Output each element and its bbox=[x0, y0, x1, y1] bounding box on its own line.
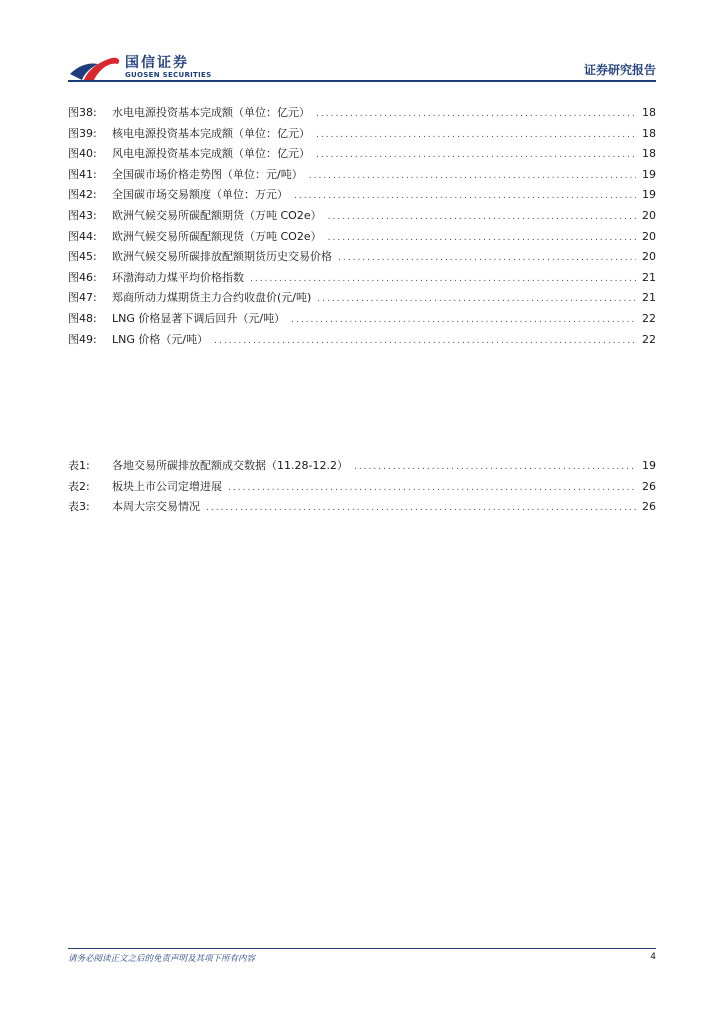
toc-entry-label: 图45: bbox=[68, 250, 97, 264]
toc-entry-page: 19 bbox=[642, 459, 656, 472]
toc-entry-label: 图39: bbox=[68, 126, 97, 140]
toc-entry[interactable] bbox=[68, 166, 656, 187]
figure-list bbox=[68, 104, 656, 351]
toc-dot-leader bbox=[291, 315, 636, 325]
toc-entry-label: 表2: bbox=[68, 479, 90, 493]
page-header bbox=[0, 0, 724, 90]
toc-entry-page: 26 bbox=[642, 479, 656, 493]
toc-dot-leader bbox=[316, 150, 636, 160]
toc-entry[interactable] bbox=[68, 104, 656, 125]
toc-entry-page: 20 bbox=[642, 229, 656, 243]
toc-entry-label: 图43: bbox=[68, 208, 97, 222]
toc-entry-page: 19 bbox=[642, 167, 656, 181]
toc-dot-leader bbox=[338, 253, 636, 263]
header-divider bbox=[68, 80, 656, 82]
toc-entry-title: 欧洲气候交易所碳配额现货（万吨 CO2e） bbox=[112, 229, 322, 243]
toc-entry[interactable] bbox=[68, 125, 656, 146]
toc-entry-page: 18 bbox=[642, 106, 656, 119]
page-number: 4 bbox=[650, 952, 656, 962]
logo-cn-text: 国信证券 bbox=[125, 55, 189, 71]
toc-entry-label: 图46: bbox=[68, 270, 97, 284]
toc-entry-title: 环渤海动力煤平均价格指数 bbox=[112, 270, 244, 284]
footer-divider bbox=[68, 948, 656, 949]
toc-entry-title: 郑商所动力煤期货主力合约收盘价(元/吨) bbox=[112, 291, 312, 305]
toc-entry-title: LNG 价格显著下调后回升（元/吨） bbox=[112, 311, 286, 325]
toc-entry-page: 19 bbox=[642, 188, 656, 202]
toc-dot-leader bbox=[328, 233, 636, 243]
toc-entry-title: 欧洲气候交易所碳排放配额期货历史交易价格 bbox=[112, 250, 332, 264]
toc-entry-page: 22 bbox=[642, 311, 656, 325]
toc-entry[interactable] bbox=[68, 207, 656, 228]
toc-entry-title: 全国碳市场价格走势图（单位：元/吨） bbox=[112, 167, 303, 181]
toc-dot-leader bbox=[214, 336, 636, 346]
toc-entry-label: 图38: bbox=[68, 106, 97, 119]
toc-dot-leader bbox=[317, 294, 636, 304]
toc-entry-page: 18 bbox=[642, 126, 656, 140]
toc-entry-title: 水电电源投资基本完成额（单位：亿元） bbox=[112, 106, 310, 119]
toc-entry[interactable] bbox=[68, 478, 656, 499]
toc-entry-page: 26 bbox=[642, 500, 656, 514]
report-type-label: 证券研究报告 bbox=[583, 63, 656, 77]
toc-entry-title: 全国碳市场交易额度（单位：万元） bbox=[112, 188, 288, 202]
toc-entry-label: 图48: bbox=[68, 311, 97, 325]
toc-entry[interactable] bbox=[68, 498, 656, 519]
toc-entry[interactable] bbox=[68, 248, 656, 269]
toc-dot-leader bbox=[206, 503, 636, 513]
toc-entry-title: 板块上市公司定增进展 bbox=[112, 479, 222, 493]
toc-entry[interactable] bbox=[68, 186, 656, 207]
toc-entry-label: 图40: bbox=[68, 147, 97, 161]
toc-entry-page: 18 bbox=[642, 147, 656, 161]
toc-dot-leader bbox=[316, 109, 636, 119]
toc-entry-label: 图47: bbox=[68, 291, 97, 305]
toc-dot-leader bbox=[354, 462, 636, 472]
toc-entry-title: 核电电源投资基本完成额（单位：亿元） bbox=[112, 126, 310, 140]
toc-entry[interactable] bbox=[68, 289, 656, 310]
toc-entry[interactable] bbox=[68, 269, 656, 290]
toc-entry-title: 欧洲气候交易所碳配额期货（万吨 CO2e） bbox=[112, 208, 322, 222]
toc-entry-label: 图49: bbox=[68, 332, 97, 346]
toc-dot-leader bbox=[309, 171, 636, 181]
toc-entry-label: 图41: bbox=[68, 167, 97, 181]
toc-entry-label: 图42: bbox=[68, 188, 97, 202]
table-list bbox=[68, 457, 656, 519]
toc-dot-leader bbox=[316, 130, 636, 140]
toc-dot-leader bbox=[328, 212, 636, 222]
footer-disclaimer: 请务必阅读正文之后的免责声明及其项下所有内容 bbox=[68, 954, 256, 964]
toc-entry-title: LNG 价格（元/吨） bbox=[112, 332, 209, 346]
logo-mark-icon bbox=[68, 52, 122, 82]
toc-entry-page: 20 bbox=[642, 250, 656, 264]
toc-entry-title: 风电电源投资基本完成额（单位：亿元） bbox=[112, 147, 310, 161]
toc-entry-page: 21 bbox=[642, 270, 656, 284]
toc-entry-title: 各地交易所碳排放配额成交数据（11.28-12.2） bbox=[112, 459, 348, 472]
toc-dot-leader bbox=[294, 191, 636, 201]
toc-entry-page: 22 bbox=[642, 332, 656, 346]
toc-entry-page: 21 bbox=[642, 291, 656, 305]
toc-entry-label: 表3: bbox=[68, 500, 90, 514]
toc-dot-leader bbox=[228, 483, 636, 493]
toc-dot-leader bbox=[250, 274, 636, 284]
toc-entry-label: 表1: bbox=[68, 459, 90, 472]
toc-entry[interactable] bbox=[68, 457, 656, 478]
toc-entry-title: 本周大宗交易情况 bbox=[112, 500, 200, 514]
toc-entry-page: 20 bbox=[642, 208, 656, 222]
toc-entry[interactable] bbox=[68, 310, 656, 331]
logo-en-text: GUOSEN SECURITIES bbox=[125, 71, 212, 79]
toc-entry-label: 图44: bbox=[68, 229, 97, 243]
toc-entry[interactable] bbox=[68, 228, 656, 249]
toc-entry[interactable] bbox=[68, 331, 656, 352]
toc-entry[interactable] bbox=[68, 145, 656, 166]
